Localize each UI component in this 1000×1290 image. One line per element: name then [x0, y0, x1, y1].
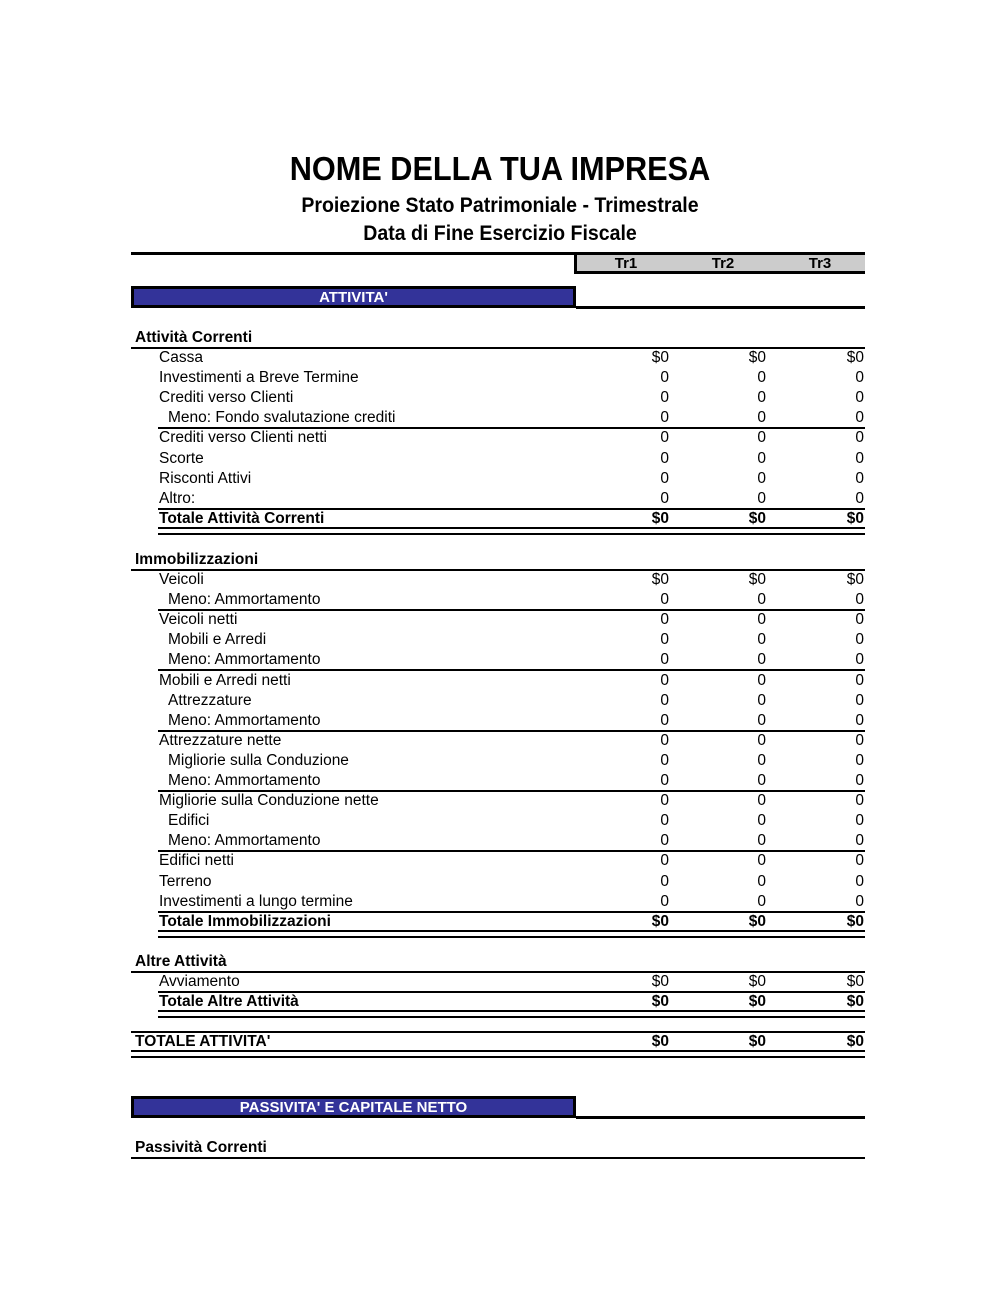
value-q1: 0	[660, 591, 669, 609]
table-row	[131, 671, 865, 691]
table-row	[131, 408, 865, 428]
value-q1: 0	[660, 489, 669, 507]
value-q1: $0	[651, 349, 669, 366]
value-q3: 0	[855, 389, 864, 407]
row-label: Meno: Fondo svalutazione crediti	[168, 409, 396, 427]
table-row	[131, 711, 865, 731]
value-q1: $0	[651, 912, 669, 930]
value-q2: 0	[757, 489, 766, 507]
value-q2: $0	[748, 1033, 766, 1050]
value-q3: 0	[855, 409, 864, 427]
value-q3: 0	[855, 651, 864, 669]
value-q2: $0	[748, 993, 766, 1011]
value-q2: 0	[757, 832, 766, 850]
value-q3: 0	[855, 892, 864, 910]
value-q3: 0	[855, 449, 864, 467]
table-row	[131, 892, 865, 912]
value-q1: 0	[660, 429, 669, 447]
assets-banner: ATTIVITA'	[131, 286, 576, 308]
table-row	[131, 630, 865, 650]
row-label: Meno: Ammortamento	[168, 772, 321, 789]
report-date-line: Data di Fine Esercizio Fiscale	[363, 222, 637, 245]
value-q1: 0	[660, 651, 669, 669]
value-q2: 0	[757, 469, 766, 487]
table-row	[131, 751, 865, 771]
banner-rule	[576, 306, 865, 309]
value-q3: $0	[846, 1033, 864, 1050]
row-label: Meno: Ammortamento	[168, 711, 321, 729]
value-q3: $0	[846, 973, 864, 990]
row-label: Investimenti a Breve Termine	[159, 369, 359, 387]
value-q3: 0	[855, 751, 864, 769]
table-row	[131, 428, 865, 448]
value-q2: 0	[757, 872, 766, 890]
section-title-current-liabilities: Passività Correnti	[135, 1139, 267, 1156]
value-q1: $0	[651, 509, 669, 527]
row-label: Scorte	[159, 449, 204, 467]
company-name: NOME DELLA TUA IMPRESA	[289, 150, 711, 187]
section-title-text: Attività Correnti	[135, 329, 253, 346]
value-q3: 0	[855, 429, 864, 447]
table-row	[131, 691, 865, 711]
value-q1: 0	[660, 832, 669, 850]
section-title-current_assets	[131, 328, 865, 348]
value-q1: 0	[660, 469, 669, 487]
value-q2: 0	[757, 409, 766, 427]
row-label: Crediti verso Clienti	[159, 389, 294, 407]
value-q2: 0	[757, 812, 766, 830]
value-q1: 0	[660, 711, 669, 729]
value-q1: 0	[660, 792, 669, 810]
value-q2: 0	[757, 892, 766, 910]
total-row	[131, 992, 865, 1012]
value-q3: $0	[846, 912, 864, 930]
total-row	[131, 912, 865, 932]
value-q1: 0	[660, 611, 669, 629]
row-label: Meno: Ammortamento	[168, 591, 321, 609]
value-q2: 0	[757, 792, 766, 810]
table-row	[131, 872, 865, 892]
table-row	[131, 388, 865, 408]
value-q1: $0	[651, 993, 669, 1011]
table-row	[131, 610, 865, 630]
value-q1: $0	[651, 1033, 669, 1050]
value-q2: 0	[757, 591, 766, 609]
double-rule	[131, 1050, 865, 1058]
row-label: Migliorie sulla Conduzione nette	[159, 792, 379, 810]
table-row	[131, 731, 865, 751]
value-q3: 0	[855, 852, 864, 870]
row-label: Totale Immobilizzazioni	[159, 912, 331, 930]
row-label: Risconti Attivi	[159, 469, 252, 487]
value-q1: 0	[660, 389, 669, 407]
row-label: Terreno	[159, 872, 212, 890]
value-q2: 0	[757, 751, 766, 769]
value-q3: 0	[855, 711, 864, 729]
value-q2: 0	[757, 651, 766, 669]
value-q1: 0	[660, 449, 669, 467]
table-row	[131, 368, 865, 388]
value-q2: 0	[757, 389, 766, 407]
double-rule	[158, 1010, 865, 1018]
row-label: Mobili e Arredi netti	[159, 671, 291, 689]
row-label: Meno: Ammortamento	[168, 651, 321, 669]
table-row	[131, 972, 865, 992]
section-title-other_assets	[131, 952, 865, 972]
value-q3: 0	[855, 872, 864, 890]
row-label: Mobili e Arredi	[168, 631, 267, 649]
value-q2: $0	[748, 509, 766, 527]
value-q3: 0	[855, 489, 864, 507]
total-row	[131, 509, 865, 529]
value-q1: 0	[660, 812, 669, 830]
value-q3: $0	[846, 509, 864, 527]
value-q2: 0	[757, 852, 766, 870]
value-q2: 0	[757, 772, 766, 789]
table-row	[131, 811, 865, 831]
grand-total-row	[131, 1032, 865, 1052]
table-row	[131, 449, 865, 469]
value-q2: 0	[757, 429, 766, 447]
value-q3: $0	[846, 993, 864, 1011]
row-label: Veicoli	[159, 571, 204, 588]
value-q3: 0	[855, 812, 864, 830]
section-rule	[131, 1157, 865, 1159]
value-q1: 0	[660, 772, 669, 789]
value-q1: 0	[660, 631, 669, 649]
quarter-header-3: Tr3	[808, 255, 832, 272]
row-label: Meno: Ammortamento	[168, 832, 321, 850]
value-q3: 0	[855, 691, 864, 709]
value-q3: 0	[855, 731, 864, 749]
row-label: TOTALE ATTIVITA'	[135, 1033, 271, 1050]
value-q3: 0	[855, 772, 864, 789]
row-label: Totale Attività Correnti	[159, 509, 325, 527]
quarter-header-2: Tr2	[711, 255, 735, 272]
value-q2: 0	[757, 691, 766, 709]
double-rule	[158, 930, 865, 938]
value-q1: 0	[660, 852, 669, 870]
value-q3: 0	[855, 671, 864, 689]
section-title-text: Altre Attività	[135, 953, 227, 970]
value-q2: $0	[748, 349, 766, 366]
row-label: Edifici netti	[159, 852, 234, 870]
value-q2: $0	[748, 912, 766, 930]
value-q2: 0	[757, 631, 766, 649]
quarter-header-1: Tr1	[614, 255, 638, 272]
value-q1: $0	[651, 973, 669, 990]
value-q3: 0	[855, 631, 864, 649]
value-q2: 0	[757, 671, 766, 689]
row-label: Attrezzature	[168, 691, 252, 709]
value-q1: 0	[660, 369, 669, 387]
table-row	[131, 650, 865, 670]
double-rule	[158, 527, 865, 535]
section-title-text: Immobilizzazioni	[135, 551, 259, 568]
value-q3: 0	[855, 591, 864, 609]
liabilities-banner: PASSIVITA' E CAPITALE NETTO	[131, 1096, 576, 1118]
row-label: Edifici	[168, 812, 210, 830]
table-row	[131, 771, 865, 791]
value-q3: 0	[855, 469, 864, 487]
value-q2: 0	[757, 711, 766, 729]
value-q1: 0	[660, 731, 669, 749]
row-label: Veicoli netti	[159, 611, 238, 629]
value-q2: $0	[748, 571, 766, 588]
table-row	[131, 489, 865, 509]
row-label: Attrezzature nette	[159, 731, 282, 749]
value-q1: 0	[660, 671, 669, 689]
quarter-header	[574, 255, 865, 274]
value-q3: 0	[855, 369, 864, 387]
section-title-fixed_assets	[131, 550, 865, 570]
table-row	[131, 348, 865, 368]
report-subtitle: Proiezione Stato Patrimoniale - Trimestrale	[301, 194, 699, 217]
value-q3: $0	[846, 349, 864, 366]
value-q1: 0	[660, 409, 669, 427]
row-label: Totale Altre Attività	[159, 993, 299, 1011]
value-q1: $0	[651, 571, 669, 588]
value-q3: $0	[846, 571, 864, 588]
value-q2: 0	[757, 611, 766, 629]
row-label: Crediti verso Clienti netti	[159, 429, 327, 447]
value-q2: 0	[757, 731, 766, 749]
value-q3: 0	[855, 792, 864, 810]
table-row	[131, 570, 865, 590]
value-q1: 0	[660, 751, 669, 769]
banner-rule	[576, 1116, 865, 1119]
value-q1: 0	[660, 892, 669, 910]
table-row	[131, 831, 865, 851]
row-label: Cassa	[159, 349, 203, 366]
value-q2: $0	[748, 973, 766, 990]
value-q1: 0	[660, 872, 669, 890]
row-label: Avviamento	[159, 973, 240, 990]
row-label: Migliorie sulla Conduzione	[168, 751, 349, 769]
row-label: Investimenti a lungo termine	[159, 892, 353, 910]
table-row	[131, 590, 865, 610]
value-q2: 0	[757, 369, 766, 387]
value-q3: 0	[855, 832, 864, 850]
table-row	[131, 851, 865, 871]
table-row	[131, 791, 865, 811]
row-label: Altro:	[159, 489, 196, 507]
value-q2: 0	[757, 449, 766, 467]
value-q1: 0	[660, 691, 669, 709]
value-q3: 0	[855, 611, 864, 629]
table-row	[131, 469, 865, 489]
